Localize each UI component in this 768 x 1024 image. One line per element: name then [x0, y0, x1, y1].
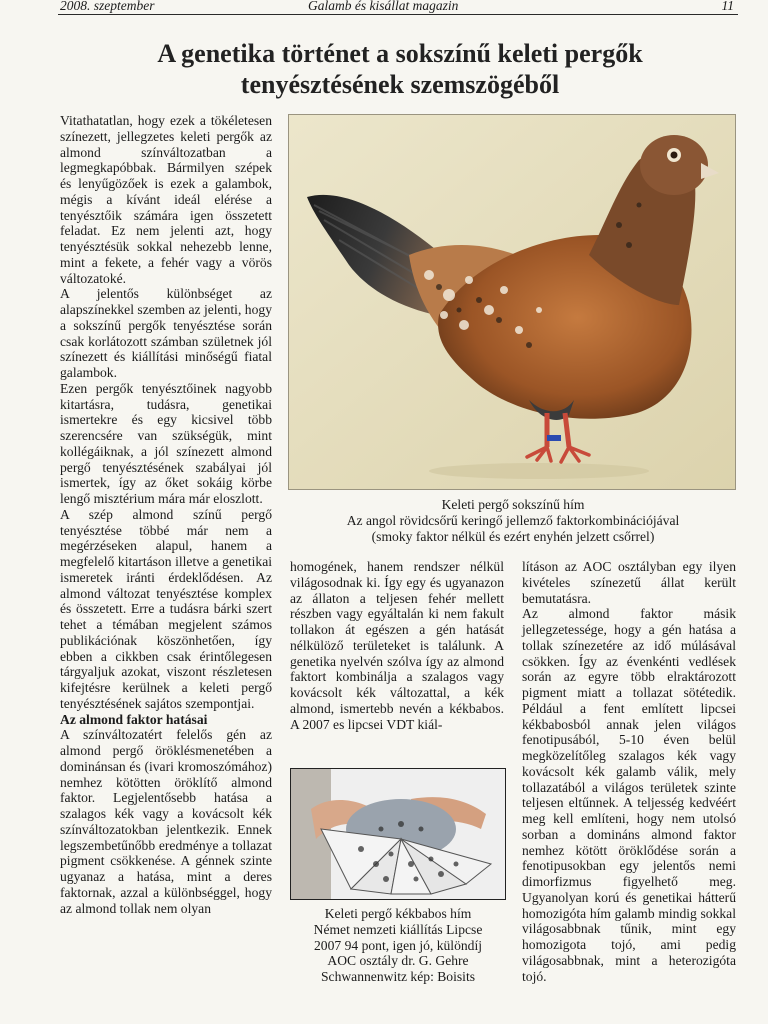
article-title	[60, 38, 740, 100]
paragraph: Ezen pergők tenyésztőinek nagyobb kitartásra, tudásra, genetikai ismertekre és egy kicsivel több szerencsére van szükségük, mint kollégáiknak, a jól színezett almond pergő tenyésztésének szabályai jól ismertek, így az őket sokáig körbe lengő misztérium mára már eloszlott.	[60, 380, 272, 506]
paragraph: Vitathatatlan, hogy ezek a tökéletesen színezett, jellegzetes keleti pergők az almond színváltozatban a legmegkapóbbak. Bármilyen szépek és lenyűgözőek is ezek a galambok, mégis a kívánt ideál elérése a tenyésztőik számára igen összetett feladat. Ez nem jelenti azt, hogy tenyésztésük sokkal nehezebb lenne, mint a fekete, a fehér vagy a vörös változatoké.	[60, 113, 272, 286]
text-column-1	[60, 113, 272, 916]
paragraph: A színváltozatért felelős gén az almond pergő öröklésmenetében a dominánsan és (ivari kromoszómához) nemhez kötötten öröklítő almond faktor. Legjelentősebb hatása a szalagos kék vagy a kovácsolt kék színváltozatokban jelentkezik. Ennek legszembetűnőbb eredménye a tollazat pigment csökkenése. A génnek szinte ugyanaz a hatása, mint a deres faktornak, azzal a különbséggel, hogy az almond tollak nem olyan	[60, 727, 272, 916]
photo-caption-2	[290, 906, 506, 985]
title-line-2: tenyésztésének szemszögéből	[240, 70, 560, 99]
caption-line: Schwannenwitz kép: Boisits	[320, 969, 476, 984]
section-subheading: Az almond faktor hatásai	[60, 711, 208, 727]
caption-line: Német nemzeti kiállítás Lipcse	[313, 921, 483, 937]
page-header	[58, 0, 738, 15]
photo-caption-1	[288, 497, 738, 545]
paragraph: homogének, hanem rendszer nélkül világosodnak ki. Így egy és ugyanazon az állaton a teljesen fehér mellett részben vagy egyáltalán ki nem fakult tollakon át egészen a gén hatását nélkülöző területeket is találunk. A genetika nyelvén szólva így az almond faktort kombinálja a szalagos vagy kovácsolt kék változattal, a kék almond, ismertebb nevén a kékbabos. A 2007 es lipcsei VDT kiál-	[290, 559, 504, 732]
paragraph: lításon az AOC osztályban egy ilyen kivételes színezetű állat került bemutatásra.	[522, 559, 736, 606]
paragraph: Az almond faktor másik jellegzetessége, hogy a gén hatása a tollak színezetére az idő múlásával csökken. Így az évenkénti vedlések során az egyre több elraktározott pigment miatt a tollazat sötétedik. Például a fent említett lipcsei kékbabosból annak jelen világos fenotipusából, 5-10 éven belül megközelítőleg szalagos kék vagy kovácsolt kék galamb válik, mely tollazatából a világos területek szinte teljesen eltűnnek. A teljesség kedvéért meg kell említeni, hogy nem utolsó sorban a domináns almond faktor nemhez kötött öröklődése során a fenotipusokban egy jelentős nemi dimorfizmus figyelhető meg. Ugyanolyan korú és genetikai hátterű homozigóta hím galamb mindig sokkal világosabbnak tűnik, mint egy homozigota tojó, ami pedig világosabbnak, mint a heterozigóta tojó.	[522, 606, 736, 984]
caption-line: Keleti pergő kékbabos hím	[324, 906, 472, 921]
caption-line: 2007 94 pont, igen jó, különdíj	[313, 937, 483, 953]
page-number: 11	[721, 0, 734, 13]
paragraph: A szép almond színű pergő tenyésztése többé már nem a megérzéseken alapul, hanem a megfelelő kitartáson illetve a genetikai ismeretek iránti érdeklődésen. Az almond változat tenyésztése komplex és összetett. Erre a tudásra bárki szert tehet a témában megjelent számos publikációnak köszönhetően, így ebben a cikkben csak érintőlegesen tárgyaljuk azokat, viszont részletesen kifejtésre kerülnek a keleti pergő tenyésztésének sajátos szempontjai.	[60, 506, 272, 711]
header-magazine: Galamb és kisállat magazin	[308, 0, 459, 13]
wing-photo	[290, 768, 506, 900]
caption-line: AOC osztály dr. G. Gehre	[327, 953, 469, 969]
header-date: 2008. szeptember	[60, 0, 155, 13]
text-column-2	[290, 559, 504, 732]
paragraph: A jelentős különbséget az alapszínekkel szemben az jelenti, hogy a sokszínű pergők tenyésztése során csak korlátozott számban születnek jól színezett és kiállítási minőségű fiatal galambok.	[60, 286, 272, 380]
title-line-1: A genetika történet a sokszínű keleti pergők	[157, 39, 643, 68]
caption-line: Keleti pergő sokszínű hím	[441, 497, 585, 512]
caption-line: (smoky faktor nélkül és ezért enyhén jelzett csőrrel)	[371, 529, 655, 544]
pigeon-photo	[288, 114, 736, 490]
text-column-3	[522, 559, 736, 984]
caption-line: Az angol rövidcsőrű keringő jellemző faktorkombinációjával	[346, 513, 680, 528]
